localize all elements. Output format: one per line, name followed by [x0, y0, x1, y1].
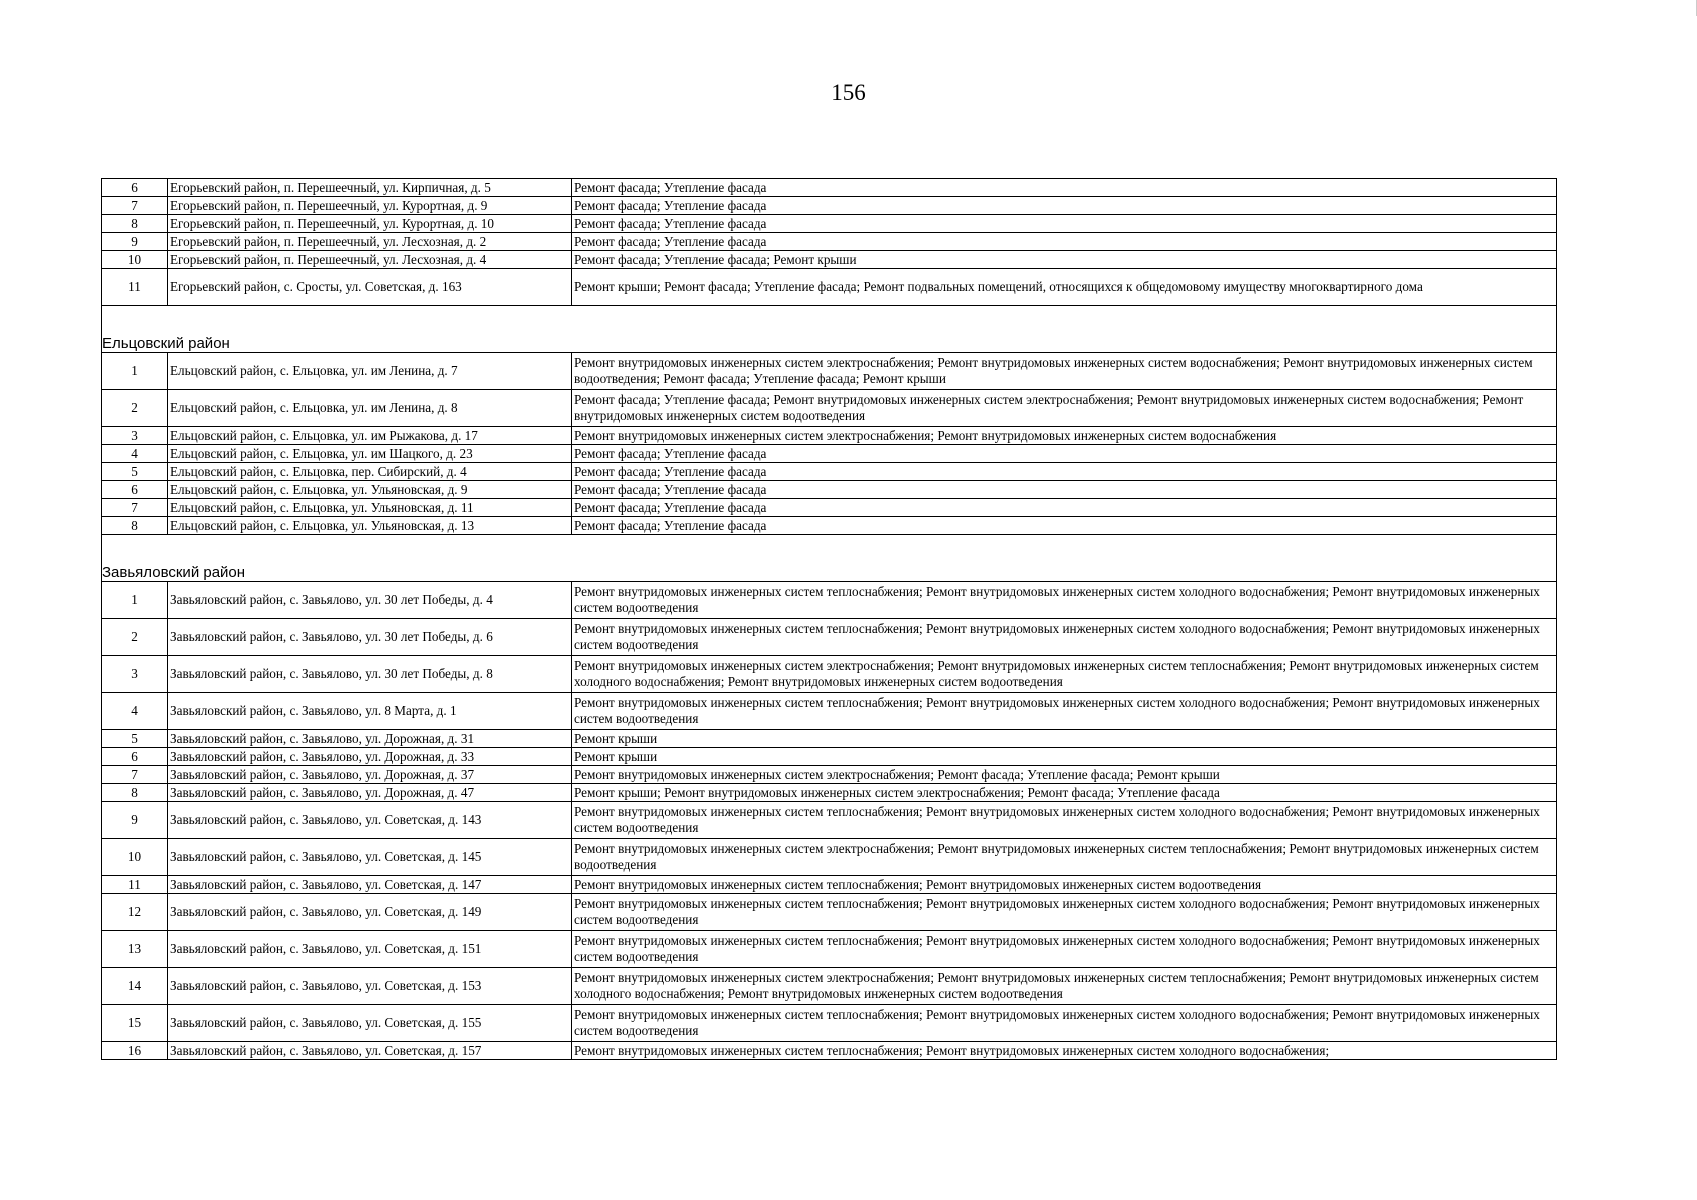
row-number: 8 [102, 784, 168, 802]
row-works: Ремонт фасада; Утепление фасада; Ремонт крыши [572, 251, 1557, 269]
row-works: Ремонт фасада; Утепление фасада; Ремонт внутридомовых инженерных систем электроснабжения; Ремонт внутридомовых инженерных систем водоснабжения; Ремонт внутридомовых инженерных систем водоотведения [572, 390, 1557, 427]
row-number: 5 [102, 730, 168, 748]
row-number: 10 [102, 251, 168, 269]
table-row [102, 463, 1557, 481]
row-address: Завьяловский район, с. Завьялово, ул. Советская, д. 155 [168, 1005, 572, 1042]
table-row [102, 1005, 1557, 1042]
row-number: 3 [102, 427, 168, 445]
row-works: Ремонт фасада; Утепление фасада [572, 179, 1557, 197]
row-number: 7 [102, 499, 168, 517]
row-number: 1 [102, 582, 168, 619]
repair-program-table [101, 178, 1557, 1060]
table-row [102, 839, 1557, 876]
section-spacer-cell [102, 535, 1557, 564]
row-address: Завьяловский район, с. Завьялово, ул. Советская, д. 153 [168, 968, 572, 1005]
table-row [102, 390, 1557, 427]
row-number: 11 [102, 269, 168, 306]
row-number: 16 [102, 1042, 168, 1060]
row-works: Ремонт внутридомовых инженерных систем теплоснабжения; Ремонт внутридомовых инженерных систем холодного водоснабжения; Ремонт внутридомовых инженерных систем водоотведения [572, 619, 1557, 656]
row-works: Ремонт внутридомовых инженерных систем теплоснабжения; Ремонт внутридомовых инженерных систем холодного водоснабжения; Ремонт внутридомовых инженерных систем водоотведения [572, 1005, 1557, 1042]
table-row [102, 876, 1557, 894]
row-works: Ремонт внутридомовых инженерных систем теплоснабжения; Ремонт внутридомовых инженерных систем холодного водоснабжения; [572, 1042, 1557, 1060]
row-number: 6 [102, 748, 168, 766]
row-works: Ремонт крыши [572, 748, 1557, 766]
section-header [102, 334, 1557, 353]
row-address: Ельцовский район, с. Ельцовка, ул. им Рыжакова, д. 17 [168, 427, 572, 445]
row-number: 15 [102, 1005, 168, 1042]
table-row [102, 517, 1557, 535]
row-works: Ремонт внутридомовых инженерных систем теплоснабжения; Ремонт внутридомовых инженерных систем холодного водоснабжения; Ремонт внутридомовых инженерных систем водоотведения [572, 931, 1557, 968]
row-works: Ремонт фасада; Утепление фасада [572, 517, 1557, 535]
table-row [102, 251, 1557, 269]
section-spacer [102, 306, 1557, 335]
row-number: 6 [102, 179, 168, 197]
row-number: 4 [102, 693, 168, 730]
table-row [102, 179, 1557, 197]
row-number: 13 [102, 931, 168, 968]
row-address: Завьяловский район, с. Завьялово, ул. Советская, д. 145 [168, 839, 572, 876]
row-works: Ремонт крыши; Ремонт фасада; Утепление фасада; Ремонт подвальных помещений, относящихся к общедомовому имуществу многоквартирного дома [572, 269, 1557, 306]
row-address: Ельцовский район, с. Ельцовка, ул. Ульяновская, д. 13 [168, 517, 572, 535]
row-address: Завьяловский район, с. Завьялово, ул. Советская, д. 149 [168, 894, 572, 931]
row-works: Ремонт внутридомовых инженерных систем теплоснабжения; Ремонт внутридомовых инженерных систем холодного водоснабжения; Ремонт внутридомовых инженерных систем водоотведения [572, 693, 1557, 730]
table-row [102, 693, 1557, 730]
table-row [102, 931, 1557, 968]
row-works: Ремонт фасада; Утепление фасада [572, 481, 1557, 499]
table-row [102, 748, 1557, 766]
row-address: Ельцовский район, с. Ельцовка, ул. им Шацкого, д. 23 [168, 445, 572, 463]
table-row [102, 197, 1557, 215]
row-address: Завьяловский район, с. Завьялово, ул. Советская, д. 157 [168, 1042, 572, 1060]
row-works: Ремонт фасада; Утепление фасада [572, 445, 1557, 463]
row-address: Егорьевский район, п. Перешеечный, ул. Курортная, д. 9 [168, 197, 572, 215]
row-number: 11 [102, 876, 168, 894]
row-works: Ремонт внутридомовых инженерных систем электроснабжения; Ремонт внутридомовых инженерных систем водоснабжения; Ремонт внутридомовых инженерных систем водоотведения; Ремонт фасада; Утепление фасада; Ремонт крыши [572, 353, 1557, 390]
row-address: Завьяловский район, с. Завьялово, ул. Дорожная, д. 33 [168, 748, 572, 766]
row-works: Ремонт внутридомовых инженерных систем электроснабжения; Ремонт внутридомовых инженерных систем теплоснабжения; Ремонт внутридомовых инженерных систем холодного водоснабжения; Ремонт внутридомовых инженерных систем водоотведения [572, 656, 1557, 693]
row-works: Ремонт крыши; Ремонт внутридомовых инженерных систем электроснабжения; Ремонт фасада; Утепление фасада [572, 784, 1557, 802]
table-row [102, 1042, 1557, 1060]
table-row [102, 619, 1557, 656]
section-spacer-cell [102, 306, 1557, 335]
row-number: 2 [102, 619, 168, 656]
row-address: Ельцовский район, с. Ельцовка, ул. им Ленина, д. 8 [168, 390, 572, 427]
row-address: Ельцовский район, с. Ельцовка, ул. им Ленина, д. 7 [168, 353, 572, 390]
row-address: Завьяловский район, с. Завьялово, ул. Дорожная, д. 47 [168, 784, 572, 802]
row-address: Егорьевский район, с. Сросты, ул. Советская, д. 163 [168, 269, 572, 306]
row-number: 7 [102, 766, 168, 784]
table-row [102, 784, 1557, 802]
row-number: 1 [102, 353, 168, 390]
row-number: 12 [102, 894, 168, 931]
section-header [102, 563, 1557, 582]
row-address: Егорьевский район, п. Перешеечный, ул. Лесхозная, д. 4 [168, 251, 572, 269]
row-address: Ельцовский район, с. Ельцовка, ул. Ульяновская, д. 11 [168, 499, 572, 517]
table-row [102, 802, 1557, 839]
table-row [102, 481, 1557, 499]
row-address: Завьяловский район, с. Завьялово, ул. Советская, д. 147 [168, 876, 572, 894]
row-number: 9 [102, 802, 168, 839]
row-address: Ельцовский район, с. Ельцовка, ул. Ульяновская, д. 9 [168, 481, 572, 499]
row-works: Ремонт внутридомовых инженерных систем электроснабжения; Ремонт фасада; Утепление фасада; Ремонт крыши [572, 766, 1557, 784]
page-number: 156 [831, 80, 866, 105]
row-works: Ремонт внутридомовых инженерных систем теплоснабжения; Ремонт внутридомовых инженерных систем водоотведения [572, 876, 1557, 894]
row-works: Ремонт внутридомовых инженерных систем электроснабжения; Ремонт внутридомовых инженерных систем водоснабжения [572, 427, 1557, 445]
row-address: Завьяловский район, с. Завьялово, ул. Дорожная, д. 31 [168, 730, 572, 748]
row-number: 9 [102, 233, 168, 251]
table-row [102, 582, 1557, 619]
section-title: Ельцовский район [102, 334, 1557, 353]
row-address: Егорьевский район, п. Перешеечный, ул. Курортная, д. 10 [168, 215, 572, 233]
row-works: Ремонт внутридомовых инженерных систем электроснабжения; Ремонт внутридомовых инженерных систем теплоснабжения; Ремонт внутридомовых инженерных систем холодного водоснабжения; Ремонт внутридомовых инженерных систем водоотведения [572, 968, 1557, 1005]
row-works: Ремонт фасада; Утепление фасада [572, 215, 1557, 233]
row-address: Завьяловский район, с. Завьялово, ул. 8 Марта, д. 1 [168, 693, 572, 730]
section-title: Завьяловский район [102, 563, 1557, 582]
section-spacer [102, 535, 1557, 564]
row-address: Завьяловский район, с. Завьялово, ул. 30 лет Победы, д. 4 [168, 582, 572, 619]
row-works: Ремонт внутридомовых инженерных систем электроснабжения; Ремонт внутридомовых инженерных систем теплоснабжения; Ремонт внутридомовых инженерных систем водоотведения [572, 839, 1557, 876]
row-number: 7 [102, 197, 168, 215]
row-works: Ремонт фасада; Утепление фасада [572, 499, 1557, 517]
row-number: 8 [102, 517, 168, 535]
table-row [102, 445, 1557, 463]
table-row [102, 499, 1557, 517]
row-number: 8 [102, 215, 168, 233]
row-number: 4 [102, 445, 168, 463]
row-works: Ремонт внутридомовых инженерных систем теплоснабжения; Ремонт внутридомовых инженерных систем холодного водоснабжения; Ремонт внутридомовых инженерных систем водоотведения [572, 802, 1557, 839]
table-row [102, 730, 1557, 748]
row-works: Ремонт фасада; Утепление фасада [572, 463, 1557, 481]
row-works: Ремонт фасада; Утепление фасада [572, 233, 1557, 251]
row-number: 10 [102, 839, 168, 876]
row-number: 5 [102, 463, 168, 481]
row-works: Ремонт крыши [572, 730, 1557, 748]
row-address: Егорьевский район, п. Перешеечный, ул. Кирпичная, д. 5 [168, 179, 572, 197]
row-address: Завьяловский район, с. Завьялово, ул. Советская, д. 143 [168, 802, 572, 839]
table-row [102, 215, 1557, 233]
row-address: Завьяловский район, с. Завьялово, ул. 30 лет Победы, д. 6 [168, 619, 572, 656]
table-row [102, 766, 1557, 784]
row-address: Завьяловский район, с. Завьялово, ул. Советская, д. 151 [168, 931, 572, 968]
table-row [102, 968, 1557, 1005]
row-works: Ремонт фасада; Утепление фасада [572, 197, 1557, 215]
row-number: 14 [102, 968, 168, 1005]
row-number: 2 [102, 390, 168, 427]
table-row [102, 353, 1557, 390]
table-row [102, 233, 1557, 251]
table-body [102, 179, 1557, 1060]
row-number: 6 [102, 481, 168, 499]
table-row [102, 894, 1557, 931]
row-works: Ремонт внутридомовых инженерных систем теплоснабжения; Ремонт внутридомовых инженерных систем холодного водоснабжения; Ремонт внутридомовых инженерных систем водоотведения [572, 582, 1557, 619]
row-address: Ельцовский район, с. Ельцовка, пер. Сибирский, д. 4 [168, 463, 572, 481]
row-address: Завьяловский район, с. Завьялово, ул. 30 лет Победы, д. 8 [168, 656, 572, 693]
row-number: 3 [102, 656, 168, 693]
table-row [102, 269, 1557, 306]
row-address: Егорьевский район, п. Перешеечный, ул. Лесхозная, д. 2 [168, 233, 572, 251]
row-address: Завьяловский район, с. Завьялово, ул. Дорожная, д. 37 [168, 766, 572, 784]
table-row [102, 656, 1557, 693]
row-works: Ремонт внутридомовых инженерных систем теплоснабжения; Ремонт внутридомовых инженерных систем холодного водоснабжения; Ремонт внутридомовых инженерных систем водоотведения [572, 894, 1557, 931]
table-row [102, 427, 1557, 445]
